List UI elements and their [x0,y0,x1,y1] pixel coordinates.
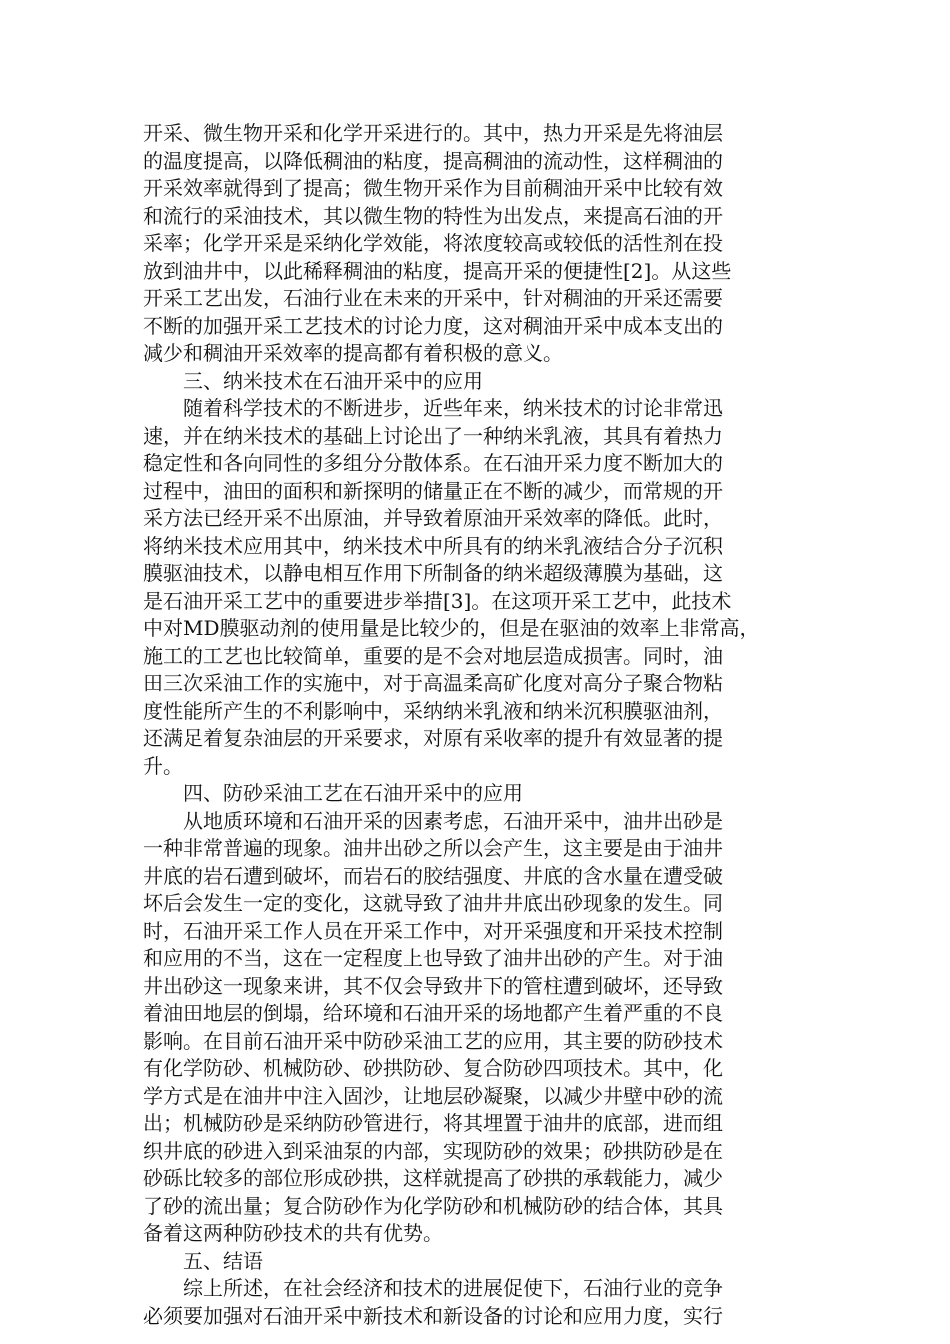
paragraph-line: 出；机械防砂是采纳防砂管进行，将其埋置于油井的底部，进而组 [143,1111,723,1135]
paragraph-line: 升。 [143,753,183,778]
paragraph-line: 了砂的流出量；复合防砂作为化学防砂和机械防砂的结合体，其具 [143,1193,723,1218]
paragraph-line: 备着这两种防砂技术的共有优势。 [143,1221,443,1245]
paragraph-line: 和应用的不当，这在一定程度上也导致了油井出砂的产生。对于油 [143,946,723,970]
paragraph-line: 还满足着复杂油层的开采要求，对原有采收率的提升有效显著的提 [143,726,723,750]
paragraph-line: 砂砾比较多的部位形成砂拱，这样就提高了砂拱的承载能力，减少 [143,1166,723,1190]
paragraph-line: 放到油井中，以此稀释稠油的粘度，提高开采的便捷性[2]。从这些 [143,258,732,283]
paragraph-line: 开采工艺出发，石油行业在未来的开采中，针对稠油的开采还需要 [143,286,723,310]
document-page [143,120,811,1330]
paragraph-line: 井底的岩石遭到破坏，而岩石的胶结强度、井底的含水量在遭受破 [143,863,723,888]
paragraph-line: 中对MD膜驱动剂的使用量是比较少的，但是在驱油的效率上非常高， [143,616,760,640]
body-paragraph [143,120,811,368]
section-heading [143,368,811,396]
paragraph-line: 时，石油开采工作人员在开采工作中，对开采强度和开采技术控制 [143,918,723,943]
paragraph-line: 不断的加强开采工艺技术的讨论力度，这对稠油开采中成本支出的 [143,313,723,338]
body-paragraph [143,395,811,780]
paragraph-line: 减少和稠油开采效率的提高都有着积极的意义。 [143,341,563,365]
paragraph-line: 开采、微生物开采和化学开采进行的。其中，热力开采是先将油层 [143,121,723,145]
paragraph-line: 和流行的采油技术，其以微生物的特性为出发点，来提高石油的开 [143,203,723,228]
body-paragraph [143,1275,811,1330]
paragraph-line: 有化学防砂、机械防砂、砂拱防砂、复合防砂四项技术。其中，化 [143,1056,723,1080]
heading-text: 四、防砂采油工艺在石油开采中的应用 [183,781,523,805]
section-heading [143,780,811,808]
paragraph-line: 着油田地层的倒塌，给环境和石油开采的场地都产生着严重的不良 [143,1001,723,1025]
paragraph-line: 将纳米技术应用其中，纳米技术中所具有的纳米乳液结合分子沉积 [143,533,723,558]
paragraph-line: 影响。在目前石油开采中防砂采油工艺的应用，其主要的防砂技术 [143,1028,723,1053]
paragraph-line: 学方式是在油井中注入固沙，让地层砂凝聚，以减少井壁中砂的流 [143,1083,723,1108]
paragraph-line: 稳定性和各向同性的多组分分散体系。在石油开采力度不断加大的 [143,451,723,475]
paragraph-line: 综上所述，在社会经济和技术的进展促使下，石油行业的竞争 [183,1276,723,1300]
paragraph-line: 速，并在纳米技术的基础上讨论出了一种纳米乳液，其具有着热力 [143,423,723,448]
paragraph-line: 坏后会发生一定的变化，这就导致了油井井底出砂现象的发生。同 [143,891,723,915]
paragraph-line: 采方法已经开采不出原油，并导致着原油开采效率的降低。此时， [143,506,723,530]
heading-text: 五、结语 [183,1248,263,1273]
heading-text: 三、纳米技术在石油开采中的应用 [183,368,483,393]
paragraph-line: 膜驱油技术，以静电相互作用下所制备的纳米超级薄膜为基础，这 [143,561,723,585]
paragraph-line: 必须要加强对石油开采中新技术和新设备的讨论和应用力度，实行 [143,1303,723,1328]
section-heading [143,1248,811,1276]
paragraph-line: 采率；化学开采是采纳化学效能，将浓度较高或较低的活性剂在投 [143,231,723,255]
paragraph-line: 织井底的砂进入到采油泵的内部，实现防砂的效果；砂拱防砂是在 [143,1138,723,1163]
paragraph-line: 是石油开采工艺中的重要进步举措[3]。在这项开采工艺中，此技术 [143,588,732,613]
paragraph-line: 井出砂这一现象来讲，其不仅会导致井下的管柱遭到破坏，还导致 [143,973,723,998]
paragraph-line: 施工的工艺也比较简单，重要的是不会对地层造成损害。同时，油 [143,643,723,668]
paragraph-line: 的温度提高，以降低稠油的粘度，提高稠油的流动性，这样稠油的 [143,148,723,173]
paragraph-line: 从地质环境和石油开采的因素考虑，石油开采中，油井出砂是 [183,808,723,833]
paragraph-line: 田三次采油工作的实施中，对于高温柔高矿化度对高分子聚合物粘 [143,671,723,695]
paragraph-line: 开采效率就得到了提高；微生物开采作为目前稠油开采中比较有效 [143,176,723,200]
body-paragraph [143,808,811,1248]
paragraph-line: 一种非常普遍的现象。油井出砂之所以会产生，这主要是由于油井 [143,836,723,860]
paragraph-line: 随着科学技术的不断进步，近些年来，纳米技术的讨论非常迅 [183,396,723,420]
paragraph-line: 过程中，油田的面积和新探明的储量正在不断的减少，而常规的开 [143,478,723,503]
paragraph-line: 度性能所产生的不利影响中，采纳纳米乳液和纳米沉积膜驱油剂， [143,698,723,723]
